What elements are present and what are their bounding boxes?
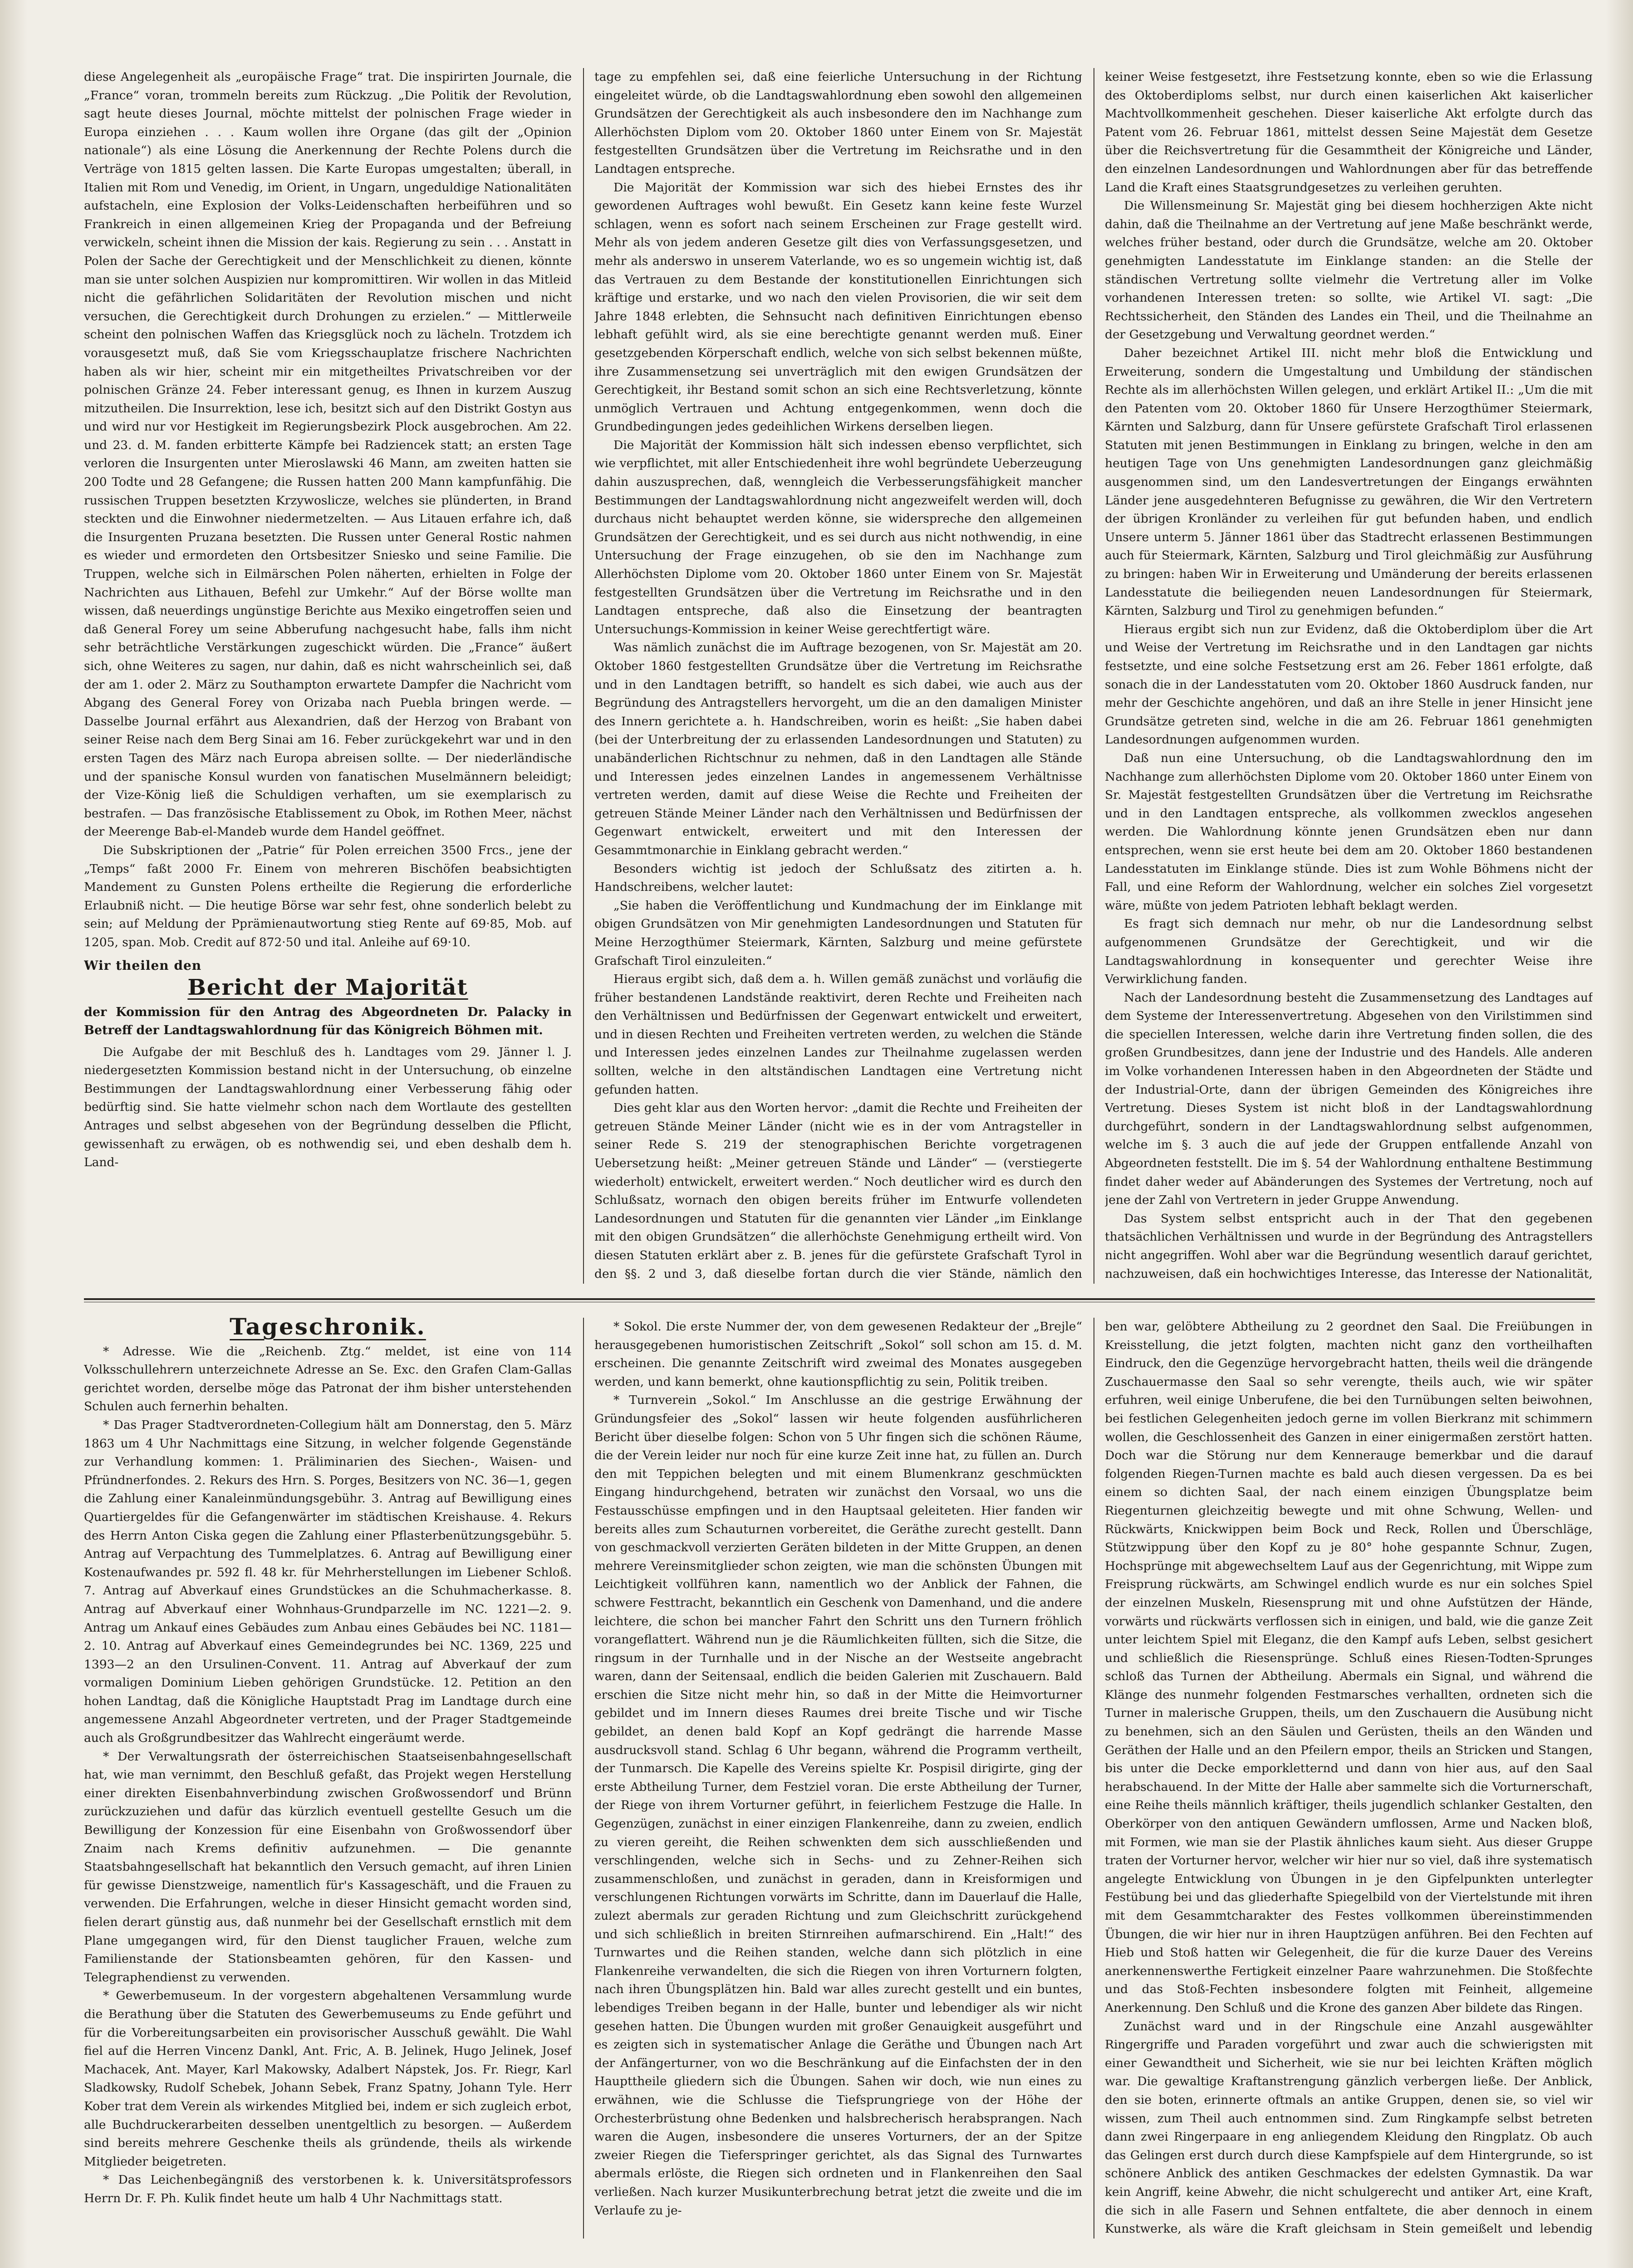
lower-column-1 <box>84 1318 572 2239</box>
section-title-tageschronik: Tageschronik. <box>230 1318 426 1340</box>
news-item: * Adresse. Wie die „Reichenb. Ztg.“ meldet, ist eine von 114 Volksschullehrern unterzeichnete Adresse an Se. Exc. den Grafen Clam-Gallas gerichtet worden, derselbe möge das Patronat der ihm bisher unterstehenden Schulen auch fernerhin behalten. <box>84 1344 572 1414</box>
article-paragraph: Es fragt sich demnach nur mehr, ob nur die Landesordnung selbst aufgenommenen Grundsätze der Gerechtigkeit, und wir die Landtagswahlordnung in konsequenter und gerechter Weise ihre Verwirklichung fanden. <box>1105 917 1593 987</box>
lower-column-2 <box>594 1318 1082 2239</box>
article-paragraph: Die Willensmeinung Sr. Majestät ging bei diesem hochherzigen Akte nicht dahin, daß die Theilnahme an der Vertretung auf jene Maße beschränkt werde, welches früher bestand, oder durch die Grundsätze, welche am 20. Oktober genehmigten Landesstatute im Einklange standen: an die Stelle der ständischen Vertretung sollte vielmehr die Vertretung aller im Volke vorhandenen Interessen treten: so sollte, wie Artikel VI. sagt: „Die Rechtssicherheit, den Ständen des Landes ein Theil, und die Theilnahme an der Gesetzgebung und Verwaltung geordnet werden.“ <box>1105 199 1593 342</box>
scan-edge-right <box>1606 0 1633 2268</box>
article-paragraph: Die Subskriptionen der „Patrie“ für Polen erreichen 3500 Frcs., jene der „Temps“ faßt 2000 Fr. Einem von mehreren Bischöfen beabsichtigten Mandement zu Gunsten Polens ertheilte die Regierung die erforderliche Erlaubniß nicht. — Die heutige Börse war sehr fest, ohne sonderlich belebt zu sein; auf Meldung der Pprämienautwortung stieg Rente auf 69·85, Mob. auf 1205, span. Mob. Credit auf 872·50 und ital. Anleihe auf 69·10. <box>84 843 572 949</box>
news-item: * Turnverein „Sokol.“ Im Anschlusse an die gestrige Erwähnung der Gründungsfeier des „Sokol“ lassen wir heute folgenden ausführlicheren Bericht über dieselbe folgen: Schon von 5 Uhr fingen sich die schönen Räume, die der Verein leider nur noch für eine kurze Zeit inne hat, zu füllen an. Durch den mit Teppichen belegten und mit einem Blumenkranz geschmückten Eingang hindurchgehend, betraten wir zunächst den Vorsaal, wo uns die Festausschüsse empfingen und in den Hauptsaal geleiteten. Hier fanden wir bereits alles zum Schauturnen vorbereitet, die Geräthe zurecht gestellt. Dann von geschmackvoll verzierten Geräten bildeten in der Mitte Gruppen, an denen mehrere Vereinsmitglieder schon zeigten, wie man die schönsten Übungen mit Leichtigkeit vollführen kann, namentlich wo der Anblick der Fahnen, die schwere Festtracht, bekanntlich ein Geschenk von Damenhand, und die andere leichtere, die schon bei mancher Fahrt den Schritt uns den Turnern fröhlich vorangeflattert. Während nun je die Räumlichkeiten füllten, sich die Sitze, die ringsum in der Turnhalle und in der Nische an der Westseite angebracht waren, dann der Seitensaal, endlich die beiden Galerien mit Zuschauern. Bald erschien die Sitze nicht mehr hin, so daß in der Mitte die Heimvorturner gebildet und im Innern dieses Raumes drei breite Tische und wir Tische gebildet, an denen bald Kopf an Kopf gedrängt die harrende Masse ausdrucksvoll stand. Schlag 6 Uhr begann, während die Programm vertheilt, der Tunmarsch. Die Kapelle des Vereins spielte Kr. Pospisil dirigirte, ging der erste Abtheilung Turner, dem Festziel voran. Die erste Abtheilung der Turner, der Riege von ihrem Vorturner geführt, in feierlichem Festzuge die Halle. In Gegenzügen, zunächst in einer einzigen Flankenreihe, dann zu zweien, endlich zu vieren gereiht, die Reihen schwenkten dem sich ausschließenden und verschlingenden, welche sich in Sechs- und zu Zehner-Reihen sich zusammenschloßen, und zunächst in geraden, dann in Kreisformigen und verschlungenen Richtungen vorwärts im Schritte, dann im Dauerlauf die Halle, zulezt abermals zur geraden Richtung und zum Gleichschritt zurückgehend und sich schließlich in breiten Stirnreihen aufmarschirend. Ein „Halt!“ des Turnwartes und die Reihen standen, welche dann sich plötzlich in eine Flankenreihe verwandelten, die sich die Riegen von ihren Vorturnern folgten, nach ihren Übungsplätzen hin. Bald war alles zurecht gestellt und ein buntes, lebendiges Treiben begann in der Halle, bunter und lebendiger als wir nicht gesehen hatten. Die Übungen wurden mit großer Genauigkeit ausgeführt und es zeigten sich in systematischer Anlage die Geräthe und Übungen nach Art der Anfängerturner, von wo die Beschränkung auf die Einfachsten der in den Haupttheile gliedern sich die Übungen. Sahen wir doch, wie nun eines zu erwähnen, wie die Schlusse die Tiefsprungriege von der Höhe der Orchesterbrüstung ohne Bedenken und halsbrecherisch herabsprangen. Nach waren die Augen, insbesondere die unseres Vorturners, der an der Spitze zweier Riegen die Tieferspringer gerichtet, als das Signal des Turnwartes abermals erlöste, die Riegen sich ordneten und in Flankenreihen den Saal verließen. Nach kurzer Musikunterbrechung betrat jetzt die zweite und die im Verlaufe zu je- <box>594 1393 1082 2218</box>
upper-column-2 <box>594 68 1082 1284</box>
scan-edge-left <box>0 0 27 2268</box>
article-paragraph: Die Majorität der Kommission hält sich indessen ebenso verpflichtet, sich wie verpflichtet, mit aller Entschiedenheit ihre wohl begründete Ueberzeugung dahin auszusprechen, daß, wenngleich die Verbesserungsfähigkeit mancher Bestimmungen der Landtagswahlordnung nicht angezweifelt werden will, doch durchaus nicht behauptet werden könne, sie widerspreche den allgemeinen Grundsätzen der Gerechtigkeit, und es sei durch aus nicht nothwendig, in eine Untersuchung der Frage einzugehen, ob sie den im Nachhange zum Allerhöchsten Diplome vom 20. Oktober 1860 unter Einem von Sr. Majestät festgestellten Grundsätzen über die Vertretung im Reichsrathe und in den Landtagen entspreche, daß also die Einsetzung der beantragten Untersuchungs-Kommission in keiner Weise gerechtfertigt wäre. <box>594 438 1082 636</box>
upper-section <box>84 68 1595 1284</box>
article-paragraph: Nach der Landesordnung besteht die Zusammensetzung des Landtages auf dem Systeme der Interessenvertretung. Abgesehen von den Virilstimmen sind die speciellen Interessen, welche darin ihre Vertretung finden sollen, die des großen Grundbesitzes, dann jene der Industrie und des Handels. Alle anderen im Volke vorhandenen Interessen haben in den Abgeordneten der Städte und der Industrial-Orte, dann der übrigen Gemeinden des Königreiches ihre Vertretung. Dieses System ist nicht bloß in der Landtagswahlordnung durchgeführt, sondern in der Landtagswahlordnung selbst aufgenommen, welche im §. 3 auch die auf jede der Gruppen entfallende Anzahl von Abgeordneten feststellt. Die im §. 54 der Wahlordnung enthaltene Bestimmung findet daher weder auf Abänderungen des Systemes der Vertretung, noch auf jene der Zahl von Vertretern in jeder Gruppe Anwendung. <box>1105 990 1593 1207</box>
news-item: * Das Prager Stadtverordneten-Collegium hält am Donnerstag, den 5. März 1863 um 4 Uhr Nachmittags eine Sitzung, in welcher folgende Gegenstände zur Verhandlung kommen: 1. Präliminarien des Siechen-, Waisen- und Pfründnerfondes. 2. Rekurs des Hrn. S. Porges, Besitzers von NC. 36—1, gegen die Zahlung einer Kanaleinmündungsgebühr. 3. Antrag auf Bewilligung eines Quartiergeldes für die Gefangenwärter im städtischen Kreishause. 4. Rekurs des Herrn Anton Ciska gegen die Zahlung einer Pflasterbenützungsgebühr. 5. Antrag auf Verpachtung des Tummelplatzes. 6. Antrag auf Bewilligung einer Kostenaufwandes pr. 592 fl. 48 kr. für Mehrherstellungen im Liebener Schloß. 7. Antrag auf Abverkauf eines Grundstückes an die Schuhmacherkasse. 8. Antrag auf Abverkauf einer Wohnhaus-Grundparzelle im NC. 1221—2. 9. Antrag um Ankauf eines Gebäudes zum Anbau eines Gebäudes bei NC. 1181—2. 10. Antrag auf Abverkauf eines Gemeindegrundes bei NC. 1369, 225 und 1393—2 an den Ursulinen-Convent. 11. Antrag auf Abverkauf der zum vormaligen Dominium Lieben gehörigen Grundstücke. 12. Petition an den hohen Landtag, daß die Königliche Hauptstadt Prag im Landtage durch eine angemessene Anzahl Abgeordneter vertreten, und der Prager Stadtgemeinde auch als Großgrundbesitzer das Wahlrecht eingeräumt werde. <box>84 1418 572 1745</box>
article-paragraph: keiner Weise festgesetzt, ihre Festsetzung konnte, eben so wie die Erlassung des Oktoberdiploms selbst, nur durch einen kaiserlichen Akt kaiserlicher Machtvollkommenheit geschehen. Dieser kaiserliche Akt erfolgte durch das Patent vom 26. Februar 1861, mittelst dessen Seine Majestät dem Gesetze über die Reichsvertretung für die Gesammtheit der Königreiche und Länder, den einzelnen Landesordnungen und Wahlordnungen aber für das betreffende Land die Kraft eines Staatsgrundgesetzes zu verleihen geruhten. <box>1105 70 1593 195</box>
section-divider <box>84 1298 1595 1300</box>
article-paragraph: Daß nun eine Untersuchung, ob die Landtagswahlordnung den im Nachhange zum allerhöchsten Diplome vom 20. Oktober 1860 unter Einem von Sr. Majestät festgestellten Grundsätzen über die Vertretung im Reichsrathe und in den Landtagen entspreche, als vollkommen zwecklos angesehen werden. Die Wahlordnung könnte jenen Grundsätzen eben nur dann entsprechen, wenn sie erst heute bei dem am 20. Oktober 1860 bestandenen Landesstatuten im Einklange stünde. Dies ist zum Wohle Böhmens nicht der Fall, und eine Reform der Wahlordnung, welcher ein solches Ziel vorgesetzt wäre, müßte von jedem Patrioten lebhaft beklagt werden. <box>1105 751 1593 913</box>
article-paragraph: Das System selbst entspricht auch in der That den gegebenen thatsächlichen Verhältnissen und wurde in der Begründung des Antragstellers nicht angegriffen. Wohl aber war die Begründung wesentlich darauf gerichtet, nachzuweisen, daß ein hochwichtiges Interesse, das Interesse der Nationalität, <box>1105 1211 1593 1281</box>
report-subhead: der Kommission für den Antrag des Abgeordneten Dr. Palacky in Betreff der Landtagswahlordnung für das Königreich Böhmen mit. <box>84 1005 572 1037</box>
column-rule <box>583 1318 584 2239</box>
upper-column-3 <box>1105 68 1593 1284</box>
news-item: ben war, gelöbtere Abtheilung zu 2 geordnet den Saal. Die Freiübungen in Kreisstellung, die jetzt folgten, machten nicht ganz den vortheilhaften Eindruck, den die Gegenzüge hervorgebracht hatten, theils weil die drängende Zuschauermasse den Saal so sehr verengte, theils auch, wie wir später erfuhren, weil einige Unberufene, die bei den Turnübungen selten beiwohnen, bei festlichen Gelegenheiten jedoch gerne im vollen Bierkranz mit schimmern wollen, die Geschlossenheit des Ganzen in einer einigermaßen zerstört hatten. Doch war die Störung nur dem Kennerauge bemerkbar und die darauf folgenden Riegen-Turnen machte es bald auch diesen vergessen. Da es bei einem so dichten Saal, der nach einem einzigen Übungsplatze beim Riegenturnen gleichzeitig bewegte und mit ohne Schwung, Wellen- und Rückwärts, Knickwippen beim Bock und Reck, Rollen und Überschläge, Stützwippung über den Kopf zu je 80° hohe gespannte Schnur, Zugen, Hochsprünge mit abgewechseltem Lauf aus der Gegenrichtung, mit Wippe zum Freisprung rückwärts, am Schwingel endlich wurde es nur ein solches Spiel der einzelnen Muskeln, Riesensprung mit und ohne Aufstützen der Hände, vorwärts und rückwärts verflossen sich in einigen, und bald, wie die ganze Zeit unter leichtem Spiel mit Eleganz, die den Kampf aufs Leben, selbst gesichert und schließlich die Riesensprünge. Schluß eines Riesen-Todten-Sprunges schloß das Turnen der Abtheilung. Abermals ein Signal, und während die Klänge des nunmehr folgenden Festmarsches verhallten, ordneten sich die Turner in malerische Gruppen, theils, um den Zuschauern die Ausübung nicht zu benehmen, sich an den Säulen und Gerüsten, theils an den Wänden und Geräthen der Halle und an den Pfeilern empor, theils an Stricken und Stangen, bis unter die Decke emporkletternd und dann von hier aus, auf den Saal herabschauend. In der Mitte der Halle aber sammelte sich die Vorturnerschaft, eine Reihe theils männlich kräftiger, theils jugendlich schlanker Gestalten, den Oberkörper von den antiquen Gewändern umflossen, Arme und Nacken bloß, mit Formen, wie man sie der Plastik ähnliches kaum sieht. Aus dieser Gruppe traten der Vorturner hervor, welcher wir hier nur so viel, daß ihre systematisch angelegte Entwicklung von Übungen in je den Gipfelpunkten unterlegter Festübung bei und das gliederhafte Spiegelbild von der Viertelstunde mit ihren mit dem Gesammtcharakter des Festes vollkommen übereinstimmenden Übungen, die wir hier nur in ihren Hauptzügen anführen. Bei den Fechten auf Hieb und Stoß hatten wir Gelegenheit, die für die kurze Dauer des Vereins anerkennenswerthe Fertigkeit einzelner Paare wahrzunehmen. Die Stoßfechte und das Stoß-Fechten insbesondere folgten mit Feinheit, allgemeine Anerkennung. Den Schluß und die Krone des ganzen Aber bildete das Ringen. <box>1105 1320 1593 2015</box>
lower-section <box>84 1318 1595 2239</box>
news-item: * Gewerbemuseum. In der vorgestern abgehaltenen Versammlung wurde die Berathung über die Statuten des Gewerbemuseums zu Ende geführt und für die Vorbereitungsarbeiten ein provisorischer Ausschuß gewählt. Die Wahl fiel auf die Herren Vincenz Dankl, Ant. Fric, A. B. Jelinek, Hugo Jelinek, Josef Machacek, Ant. Mayer, Karl Makowsky, Adalbert Nápstek, Jos. Fr. Riegr, Karl Sladkowsky, Rudolf Schebek, Johann Sebek, Franz Spatny, Johann Tyle. Herr Kober trat dem Verein als wirkendes Mitglied bei, indem er sich zugleich erbot, alle Buchdruckerarbeiten desselben unentgeltlich zu besorgen. — Außerdem sind bereits mehrere Geschenke theils als gründende, theils als wirkende Mitglieder beigetreten. <box>84 1989 572 2169</box>
report-intro: Wir theilen den <box>84 958 202 973</box>
article-paragraph: Hieraus ergibt sich nun zur Evidenz, daß die Oktoberdiplom über die Art und Weise der Vertretung im Reichsrathe und in den Landtagen gar nichts festsetzte, und eine solche Festsetzung erst am 26. Feber 1861 erfolgte, daß sonach die in der Landesstatuten vom 20. Oktober 1860 Ausdruck fanden, nur mehr der Geschichte angehören, und daß an ihre Stelle in jener Hinsicht jene Grundsätze getreten sind, welche in die am 26. Februar 1861 genehmigten Landesordnungen aufgenommen wurden. <box>1105 622 1593 747</box>
article-paragraph: Dies geht klar aus den Worten hervor: „damit die Rechte und Freiheiten der getreuen Stände Meiner Länder (nicht wie es in der vom Antragsteller in seiner Rede S. 219 der stenographischen Berichte vorgetragenen Uebersetzung heißt: „Meiner getreuen Stände und Länder“ — (verstiegerte wiederholt) entwickelt, erweitert werden.“ Noch deutlicher wird es durch den Schlußsatz, wornach den obigen bereits früher im Entwurfe vollendeten Landesordnungen und Statuten für die genannten vier Länder „im Einklange mit den obigen Grundsätzen“ die allerhöchste Genehmigung ertheilt wird. Von diesen Statuten erklärt aber z. B. jenes für die gefürstete Grafschaft Tyrol in den §§. 2 und 3, daß dieselbe fortan durch die vier Stände, nämlich den <box>594 1101 1082 1281</box>
article-paragraph: Daher bezeichnet Artikel III. nicht mehr bloß die Entwicklung und Erweiterung, sondern die Umgestaltung und Umbildung der ständischen Rechte als im allerhöchsten Willen gelegen, und erklärt Artikel II.: „Um die mit den Patenten vom 20. Oktober 1860 für Unsere Herzogthümer Steiermark, Kärnten und Salzburg, dann für Unsere gefürstete Grafschaft Tirol erlassenen Statuten mit jenen Bestimmungen in Einklang zu bringen, welche in den am heutigen Tage von Uns genehmigten Landesordnungen ganz gleichmäßig ausgenommen sind, um den Landesvertretungen der Eingangs erwähnten Länder jene ausgedehnteren Befugnisse zu gewähren, die Wir den Vertretern der übrigen Kronländer zu verleihen für gut befunden haben, und endlich Unsere unterm 5. Jänner 1861 über das Stadtrecht erlassenen Bestimmungen auch für Steiermark, Kärnten, Salzburg und Tirol gleichmäßig zur Ausführung zu bringen: haben Wir in Erweiterung und Umänderung der bereits erlassenen Landesstatute die beiliegenden neuen Landesordnungen für Steiermark, Kärnten, Salzburg und Tirol zu genehmigen befunden.“ <box>1105 346 1593 618</box>
article-paragraph: Die Aufgabe der mit Beschluß des h. Landtages vom 29. Jänner l. J. niedergesetzten Kommission bestand nicht in der Untersuchung, ob einzelne Bestimmungen der Landtagswahlordnung einer Verbesserung fähig oder bedürftig sind. Sie hatte vielmehr schon nach dem Wortlaute des gestellten Antrages und selbst abgesehen von der Begründung desselben die Pflicht, gewissenhaft zu erwägen, ob es nothwendig sei, und eben deshalb dem h. Land- <box>84 1045 572 1170</box>
column-rule <box>583 68 584 1284</box>
article-paragraph: diese Angelegenheit als „europäische Frage“ trat. Die inspirirten Journale, die „France“ voran, trommeln bereits zum Rückzug. „Die Politik der Revolution, sagt heute dieses Journal, möchte mittelst der polnischen Frage wieder in Europa einziehen . . . Kaum wollen ihre Organe (das gilt der „Opinion nationale“) als eine Lösung die Anerkennung der Rechte Polens durch die Verträge von 1815 gelten lassen. Die Karte Europas umgestalten; überall, in Italien mit Rom und Venedig, im Orient, in Ungarn, ungeduldige Nationalitäten aufstacheln, eine Explosion der Volks-Leidenschaften herbeiführen und so Frankreich in einen allgemeinen Krieg der Propaganda und der Befreiung verwickeln, scheint ihnen die Mission der kais. Regierung zu sein . . . Anstatt in Polen der Sache der Gerechtigkeit und der Menschlichkeit zu dienen, könnte man sie unter solchen Auspizien nur kompromittiren. Wir wollen in das Mitleid nicht die gefährlichen Solidaritäten der Revolution mischen und nicht versuchen, die Gerechtigkeit durch Drohungen zu erzielen.“ — Mittlerweile scheint den polnischen Waffen das Kriegsglück noch zu lächeln. Trotzdem ich vorausgesetzt muß, daß Sie vom Kriegsschauplatze frischere Nachrichten haben als wir hier, scheint mir ein mitgetheiltes Privatschreiben vor der polnischen Gränze 24. Feber interessant genug, es Ihnen in kurzem Auszug mitzutheilen. Die Insurrektion, lese ich, besitzt sich auf den Distrikt Gostyn aus und wird nur vor Hestigkeit im Regierungsbezirk Plock ausgebrochen. Am 22. und 23. d. M. fanden erbitterte Kämpfe bei Radziencek statt; an ersten Tage verloren die Insurgenten unter Mieroslawski 46 Mann, am zweiten hatten sie 200 Todte und 28 Gefangene; die Russen hatten 200 Mann kampfunfähig. Die russischen Truppen besetzten Krzywoslicze, welches sie plünderten, in Brand steckten und die Einwohner niedermetzelten. — Aus Litauen erfahre ich, daß die Insurgenten Pruzana besetzten. Die Russen unter General Rostic nahmen es wieder und ermordeten den Ortsbesitzer Sniesko und seine Familie. Die Truppen, welche sich in Eilmärschen Polen näherten, erhielten in Folge der Nachrichten aus Lithauen, Befehl zur Umkehr.“ Auf der Börse wollte man wissen, daß neuerdings ungünstige Berichte aus Mexiko eingetroffen seien und daß General Forey um seine Abberufung nachgesucht habe, falls ihm nicht sehr beträchtliche Verstärkungen zugeschickt würden. Die „France“ äußert sich, ohne Weiteres zu sagen, nur dahin, daß es nicht wahrscheinlich sei, daß der am 1. oder 2. März zu Southampton erwartete Dampfer die Nachricht vom Abgang des General Forey von Orizaba nach Puebla bringen werde. — Dasselbe Journal erfährt aus Alexandrien, daß der Herzog von Brabant von seiner Reise nach dem Berg Sinai am 16. Feber zurückgekehrt war und in den ersten Tagen des März nach Europa abreisen sollte. — Der niederländische und der spanische Konsul wurden von fanatischen Muselmännern beleidigt; der Vize-König ließ die Schuldigen verhaften, um sie exemplarisch zu bestrafen. — Das französische Etablissement zu Obok, im Rothen Meer, nächst der Meerenge Bab-el-Mandeb wurde dem Handel geöffnet. <box>84 70 572 839</box>
news-item: * Der Verwaltungsrath der österreichischen Staatseisenbahngesellschaft hat, wie man vernimmt, den Beschluß gefaßt, das Projekt wegen Herstellung einer direkten Eisenbahnverbindung zwischen Großwossendorf und Brünn zurückzuziehen und dafür das kürzlich eventuell gestellte Gesuch um die Bewilligung der Konzession für eine Eisenbahn von Großwossendorf über Znaim nach Krems definitiv aufzunehmen. — Die genannte Staatsbahngesellschaft hat bekanntlich den Versuch gemacht, auf ihren Linien für gewisse Dienstzweige, namentlich für's Kassageschäft, und die Frauen zu verwenden. Die Erfahrungen, welche in dieser Hinsicht gemacht worden sind, fielen derart günstig aus, daß nunmehr bei der Gesellschaft ernstlich mit dem Plane umgegangen wird, für den Dienst tauglicher Frauen, welche zum Familienstande der Stationsbeamten gehören, für den Kassen- und Telegraphendienst zu verwenden. <box>84 1749 572 1984</box>
lower-column-3 <box>1105 1318 1593 2239</box>
upper-column-1 <box>84 68 572 1284</box>
article-paragraph: „Sie haben die Veröffentlichung und Kundmachung der im Einklange mit obigen Grundsätzen von Mir genehmigten Landesordnungen und Statuten für Meine Herzogthümer Steiermark, Kärnten, Salzburg und meine gefürstete Grafschaft Tirol einzuleiten.“ <box>594 898 1082 968</box>
news-item: * Sokol. Die erste Nummer der, von dem gewesenen Redakteur der „Brejle“ herausgegebenen humoristischen Zeitschrift „Sokol“ soll schon am 15. d. M. erscheinen. Die genannte Zeitschrift wird zweimal des Monates ausgegeben werden, und kann bemerkt, ohne kautionspflichtig zu sein, Politik treiben. <box>594 1320 1082 1389</box>
article-paragraph: Hieraus ergibt sich, daß dem a. h. Willen gemäß zunächst und vorläufig die früher bestandenen Landstände reaktivirt, deren Rechte und Freiheiten nach den Verhältnissen und Bedürfnissen der Gegenwart entwickelt und erweitert, und in diesen Rechten und Freiheiten vertreten werden, zu welchen die Stände und Interessen jedes einzelnen Landes zur Theilnahme zugelassen werden sollten, welche in den altständischen Landtagen eine Vertretung nicht gefunden hatten. <box>594 972 1082 1097</box>
article-paragraph: Was nämlich zunächst die im Auftrage bezogenen, von Sr. Majestät am 20. Oktober 1860 festgestellten Grundsätze über die Vertretung im Reichsrathe und in den Landtagen betrifft, so handelt es sich dabei, wie auch aus der Begründung des Antragstellers hervorgeht, um die an den damaligen Minister des Innern gerichtete a. h. Handschreiben, worin es heißt: „Sie haben dabei (bei der Unterbreitung der zu erlassenden Landesordnungen und Statuten) zu unabänderlichen Richtschnur zu nehmen, daß in den Landtagen alle Stände und Interessen jedes einzelnen Landes in angemessenem Verhältnisse vertreten werden, damit auf diese Weise die Rechte und Freiheiten der getreuen Stände Meiner Länder nach den Verhältnissen und Bedürfnissen der Gegenwart entwickelt, erweitert und mit den Interessen der Gesammtmonarchie in Einklang gebracht werden.“ <box>594 640 1082 857</box>
article-paragraph: Besonders wichtig ist jedoch der Schlußsatz des zitirten a. h. Handschreibens, welcher lautet: <box>594 861 1082 894</box>
article-paragraph: tage zu empfehlen sei, daß eine feierliche Untersuchung in der Richtung eingeleitet würde, ob die Landtagswahlordnung eben sowohl den allgemeinen Grundsätzen der Gerechtigkeit als auch insbesondere den im Nachhange zum Allerhöchsten Diplom vom 20. Oktober 1860 unter Einem von Sr. Majestät festgestellten Grundsätzen über die Vertretung im Reichsrathe und in den Landtagen entspreche. <box>594 70 1082 176</box>
news-item: * Das Leichenbegängniß des verstorbenen k. k. Universitätsprofessors Herrn Dr. F. Ph. Kulik findet heute um halb 4 Uhr Nachmittags statt. <box>84 2173 572 2205</box>
news-item: Zunächst ward und in der Ringschule eine Anzahl ausgewählter Ringergriffe und Paraden vorgeführt und zwar auch die schwierigsten mit einer Gewandtheit und Sicherheit, wie sie nur bei leichten Kräften möglich war. Die gewaltige Kraftanstrengung gänzlich verbergen ließe. Der Anblick, den sie boten, erinnerte oftmals an antike Gruppen, denen sie, so viel wir wissen, zum Theil auch entnommen sind. Zum Ringkampfe selbst betreten dann zwei Ringerpaare in eng anliegendem Kleidung den Ringplatz. Ob auch das Gelingen erst durch durch diese Kampfspiele auf dem Hintergrunde, so ist schönere Anblick des antiken Geschmackes der edelsten Gymnastik. Da war kein Angriff, keine Abwehr, die nicht schulgerecht und antiker Art, eine Kraft, die sich in alle Fasern und Sehnen entfaltete, die aber dennoch in einem Kunstwerke, als wäre die Kraft gleichsam in Stein gemeißelt und lebendig <box>1105 2019 1593 2236</box>
report-headline: Bericht der Majorität <box>187 975 468 1001</box>
article-paragraph: Die Majorität der Kommission war sich des hiebei Ernstes des ihr gewordenen Auftrages wohl bewußt. Ein Gesetz kann keine feste Wurzel schlagen, wenn es sofort nach seinem Erscheinen zur Frage gestellt wird. Mehr als von jedem anderen Gesetze gilt dies von Verfassungsgesetzen, und mehr als anderswo in unserem Vaterlande, wo es so ungemein wichtig ist, daß das Vertrauen zu dem Bestande der konstitutionellen Einrichtungen sich kräftige und erstarke, und wo nach den vielen Provisorien, die wir seit dem Jahre 1848 erlebten, die Sehnsucht nach definitiven Einrichtungen ebenso lebhaft gefühlt wird, als sie eine berechtigte genannt werden muß. Einer gesetzgebenden Körperschaft endlich, welche von sich selbst bekennen müßte, ihre Zusammensetzung sei unverträglich mit den ewigen Grundsätzen der Gerechtigkeit, ihr Bestand somit schon an sich eine Rechtsverletzung, könnte unmöglich Vertrauen und Achtung entgegenkommen, wenn doch die Grundbedingungen jedes gedeihlichen Wirkens derselben liegen. <box>594 180 1082 434</box>
